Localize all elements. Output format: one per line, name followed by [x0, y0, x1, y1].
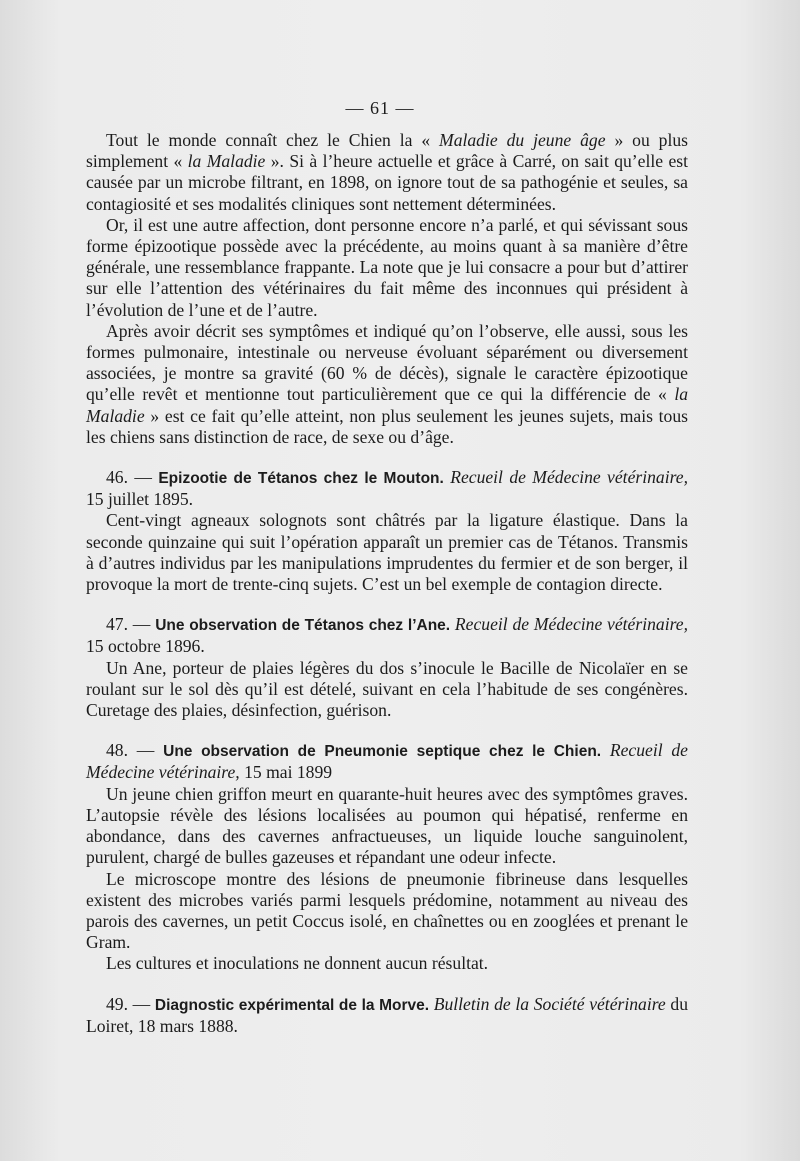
entry-47	[86, 614, 688, 721]
intro-paragraph-2: Or, il est une autre affection, dont personne encore n’a parlé, et qui sévissant sous forme épizootique possède avec la précédente, au moins quant à sa manière d’être générale, une ressemblance frappante. La note que je lui consacre a pour but d’attirer sur elle l’attention des vétérinaires du fait même des inconnues qui président à l’évolution de l’une et de l’autre.	[86, 214, 688, 320]
entry-source: Recueil de Médecine vétérinaire,	[454, 614, 688, 635]
entry-46	[86, 467, 688, 595]
page-body	[86, 130, 688, 1037]
entry-date: 15 octobre 1896.	[86, 636, 205, 657]
page-number: — 61 —	[345, 98, 415, 118]
entry-heading	[86, 740, 688, 783]
entry-title: Diagnostic expérimental de la Morve.	[154, 996, 430, 1014]
entry-48	[86, 740, 688, 974]
entry-paragraph: Le microscope montre des lésions de pneumonie fibrineuse dans lesquelles existent des microbes variés parmi lesquels prédomine, notamment au niveau des parois des cavernes, un petit Coccus isolé, en chaînettes ou en zooglées et prenant le Gram.	[86, 868, 688, 953]
entry-number: 49. —	[106, 993, 155, 1014]
entry-date: 15 mai 1899	[239, 762, 333, 783]
entry-heading	[86, 994, 688, 1037]
entry-source: Bulletin de la Société vétérinaire	[433, 993, 666, 1014]
entry-49	[86, 994, 688, 1037]
italic-term: Maladie du jeune âge	[439, 130, 606, 150]
intro-paragraph-1: Tout le monde connaît chez le Chien la « Maladie du jeune âge » ou plus simplement « la Maladie ». Si à l’heure actuelle et grâce à Carré, on sait qu’elle est causée par un microbe filtrant, en 1898, on ignore tout de sa pathogénie et seules, sa contagiosité et ses modalités cliniques sont nettement déterminées.	[86, 130, 688, 214]
entry-title: Une observation de Pneumonie septique chez le Chien.	[163, 743, 602, 761]
entry-heading	[86, 467, 688, 510]
italic-term: la Maladie	[187, 151, 266, 172]
entry-source: Recueil de Médecine vétérinaire,	[86, 740, 688, 783]
entry-heading	[86, 614, 688, 657]
entry-paragraph: Un jeune chien griffon meurt en quarante-huit heures avec des symptômes graves. L’autopsie révèle des lésions localisées au poumon qui hépatisé, renferme en abondance, dans des cavernes anfractueuses, un liquide louche sanguinolent, purulent, chargé de bulles gazeuses et répandant une odeur infecte.	[86, 783, 688, 868]
italic-term: la Maladie	[86, 384, 688, 426]
entry-title: Epizootie de Tétanos chez le Mouton.	[158, 470, 444, 488]
entry-number: 48. —	[106, 740, 164, 761]
entry-title: Une observation de Tétanos chez l’Ane.	[155, 617, 451, 635]
entry-number: 47. —	[106, 614, 156, 635]
intro-paragraph-3: Après avoir décrit ses symptômes et indiqué qu’on l’observe, elle aussi, sous les formes pulmonaire, intestinale ou nerveuse évoluant séparément ou diversement associées, je montre sa gravité (60 % de décès), signale le caractère épizootique qu’elle revêt et mentionne tout particulièrement que ce qui la différencie de « la Maladie » est ce fait qu’elle atteint, non plus seulement les jeunes sujets, mais tous les chiens sans distinction de race, de sexe ou d’âge.	[86, 320, 688, 447]
entry-date: du Loiret, 18 mars 1888.	[86, 993, 688, 1036]
entry-paragraph: Les cultures et inoculations ne donnent aucun résultat.	[106, 953, 489, 974]
entry-number: 46. —	[106, 467, 159, 488]
entry-source: Recueil de Médecine vétérinaire,	[450, 467, 688, 488]
entry-paragraph: Un Ane, porteur de plaies légères du dos s’inocule le Bacille de Nicolaïer en se roulant sur le sol dès qu’il est dételé, suivant en cela l’habitude de ses congénères. Curetage des plaies, désinfection, guérison.	[86, 657, 688, 721]
entry-paragraph: Cent-vingt agneaux solognots sont châtrés par la ligature élastique. Dans la seconde quinzaine qui suit l’opération apparaît un premier cas de Tétanos. Transmis à d’autres individus par les manipulations imprudentes du fermier et de son berger, il provoque la mort de trente-cinq sujets. C’est un bel exemple de contagion directe.	[86, 510, 688, 595]
entry-date: 15 juillet 1895.	[86, 489, 194, 510]
